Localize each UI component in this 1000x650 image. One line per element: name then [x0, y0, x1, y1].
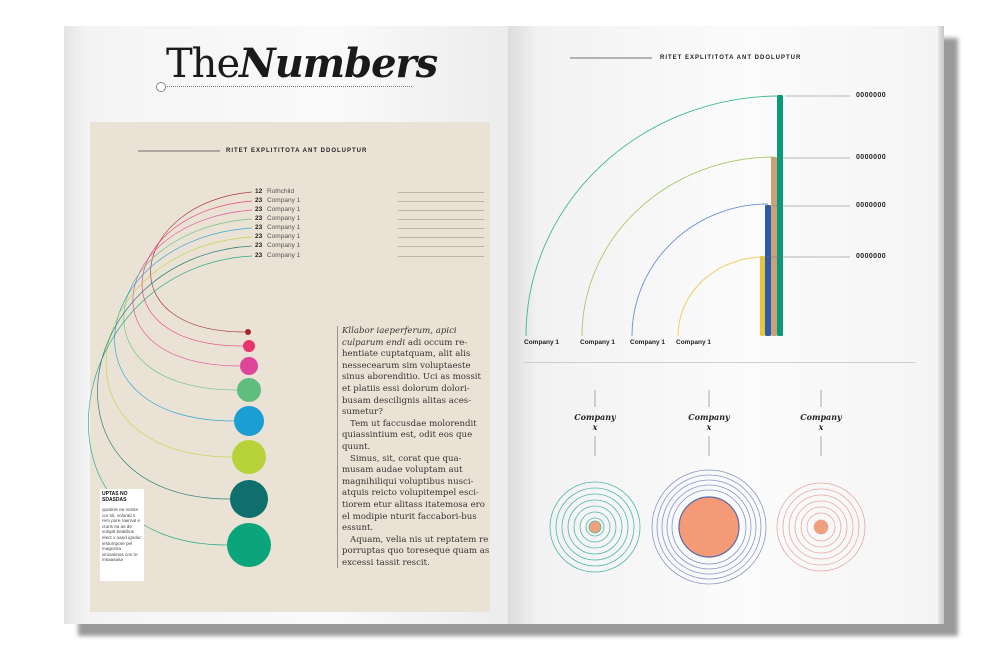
- section-divider: [524, 362, 916, 363]
- company-name: Company: [688, 412, 730, 422]
- bar-value-label: 0000000: [856, 253, 887, 260]
- arc-company-label: Company 1: [524, 339, 560, 346]
- quarter-arc: [582, 157, 774, 336]
- sidebar-heading: UPTAS NO SDASDAS: [102, 491, 128, 503]
- company-name: Company: [800, 412, 842, 422]
- value-bar: [771, 157, 777, 336]
- legend-label: Rothchild: [267, 188, 295, 195]
- legend-label: Company 1: [267, 242, 301, 249]
- vertical-bars: [760, 95, 783, 336]
- company-x-label: [679, 412, 739, 432]
- value-bar: [765, 205, 771, 336]
- body-lead: Kllabor iaeperferum, apici culparum endi: [342, 326, 457, 348]
- quarter-arcs: [526, 96, 780, 336]
- quarter-arc: [632, 204, 768, 336]
- company-core: [589, 521, 601, 533]
- quarter-arc: [526, 96, 780, 336]
- company-core: [814, 520, 828, 534]
- legend-number: 23: [255, 206, 263, 213]
- company-x-label: [791, 412, 851, 432]
- company-x-label: [565, 412, 625, 432]
- arc-company-label: Company 1: [630, 339, 666, 346]
- title-italic: Numbers: [239, 40, 438, 87]
- body-paragraph-4: Aquam, velia nis ut reptatem re porruptas quo toreseque quam as excessi tassit rescit.: [342, 534, 490, 568]
- company-core: [679, 497, 739, 557]
- title-regular: The: [166, 41, 240, 87]
- legend-label: Company 1: [267, 224, 301, 231]
- legend-label: Company 1: [267, 197, 301, 204]
- legend-number: 23: [255, 252, 263, 259]
- left-kicker: RITET EXPLITITOTA ANT DDOLUPTUR: [226, 148, 368, 154]
- legend-label: Company 1: [267, 252, 301, 259]
- legend-number: 23: [255, 233, 263, 240]
- value-bar: [777, 95, 783, 336]
- legend-number: 23: [255, 215, 263, 222]
- bar-value-label: 0000000: [856, 92, 887, 99]
- value-bar: [760, 256, 765, 336]
- quarter-arc: [678, 257, 764, 336]
- company-sub: x: [818, 422, 824, 432]
- arc-company-label: Company 1: [676, 339, 712, 346]
- arc-company-label: Company 1: [580, 339, 616, 346]
- legend-label: Company 1: [267, 215, 301, 222]
- company-name: Company: [574, 412, 616, 422]
- legend-label: Company 1: [267, 233, 301, 240]
- company-sub: x: [706, 422, 712, 432]
- bar-value-label: 0000000: [856, 154, 887, 161]
- legend-label: Company 1: [267, 206, 301, 213]
- legend-number: 23: [255, 224, 263, 231]
- legend-number: 23: [255, 242, 263, 249]
- company-sub: x: [592, 422, 598, 432]
- legend-number: 23: [255, 197, 263, 204]
- body-p1-rest: adi occum re-hentiate cuptatquam, alit alis nessecearum sim voluptaeste sinus aborenditio. Uci as mossit et platiis essi dolorum dolori-busam descilignis alitas aces-sumetur?: [342, 337, 481, 418]
- body-paragraph-2: Tem ut faccusdae molorendit quiassintium est, odit eos que quunt.: [342, 418, 477, 452]
- legend-number: 12: [255, 188, 263, 195]
- bar-value-label: 0000000: [856, 202, 887, 209]
- sidebar-body: quatinis ea nonse cor sit, volorati s rem pore raernat e cturis ea as de volupti beatibus elect v oand ignduc iestompore pel magnima ximaximus con re msaasasa: [102, 507, 142, 563]
- body-paragraph-3: Simus, sit, corat que qua-musam audae voluptam aut magnihiliqui voluptibus nusci-atquis reicto volupitempel esci-tiorem etur alitass itatemosa ero el modipie nturit faccabori-bus essunt.: [342, 453, 485, 534]
- right-kicker: RITET EXPLITITOTA ANT DDOLUPTUR: [660, 55, 802, 61]
